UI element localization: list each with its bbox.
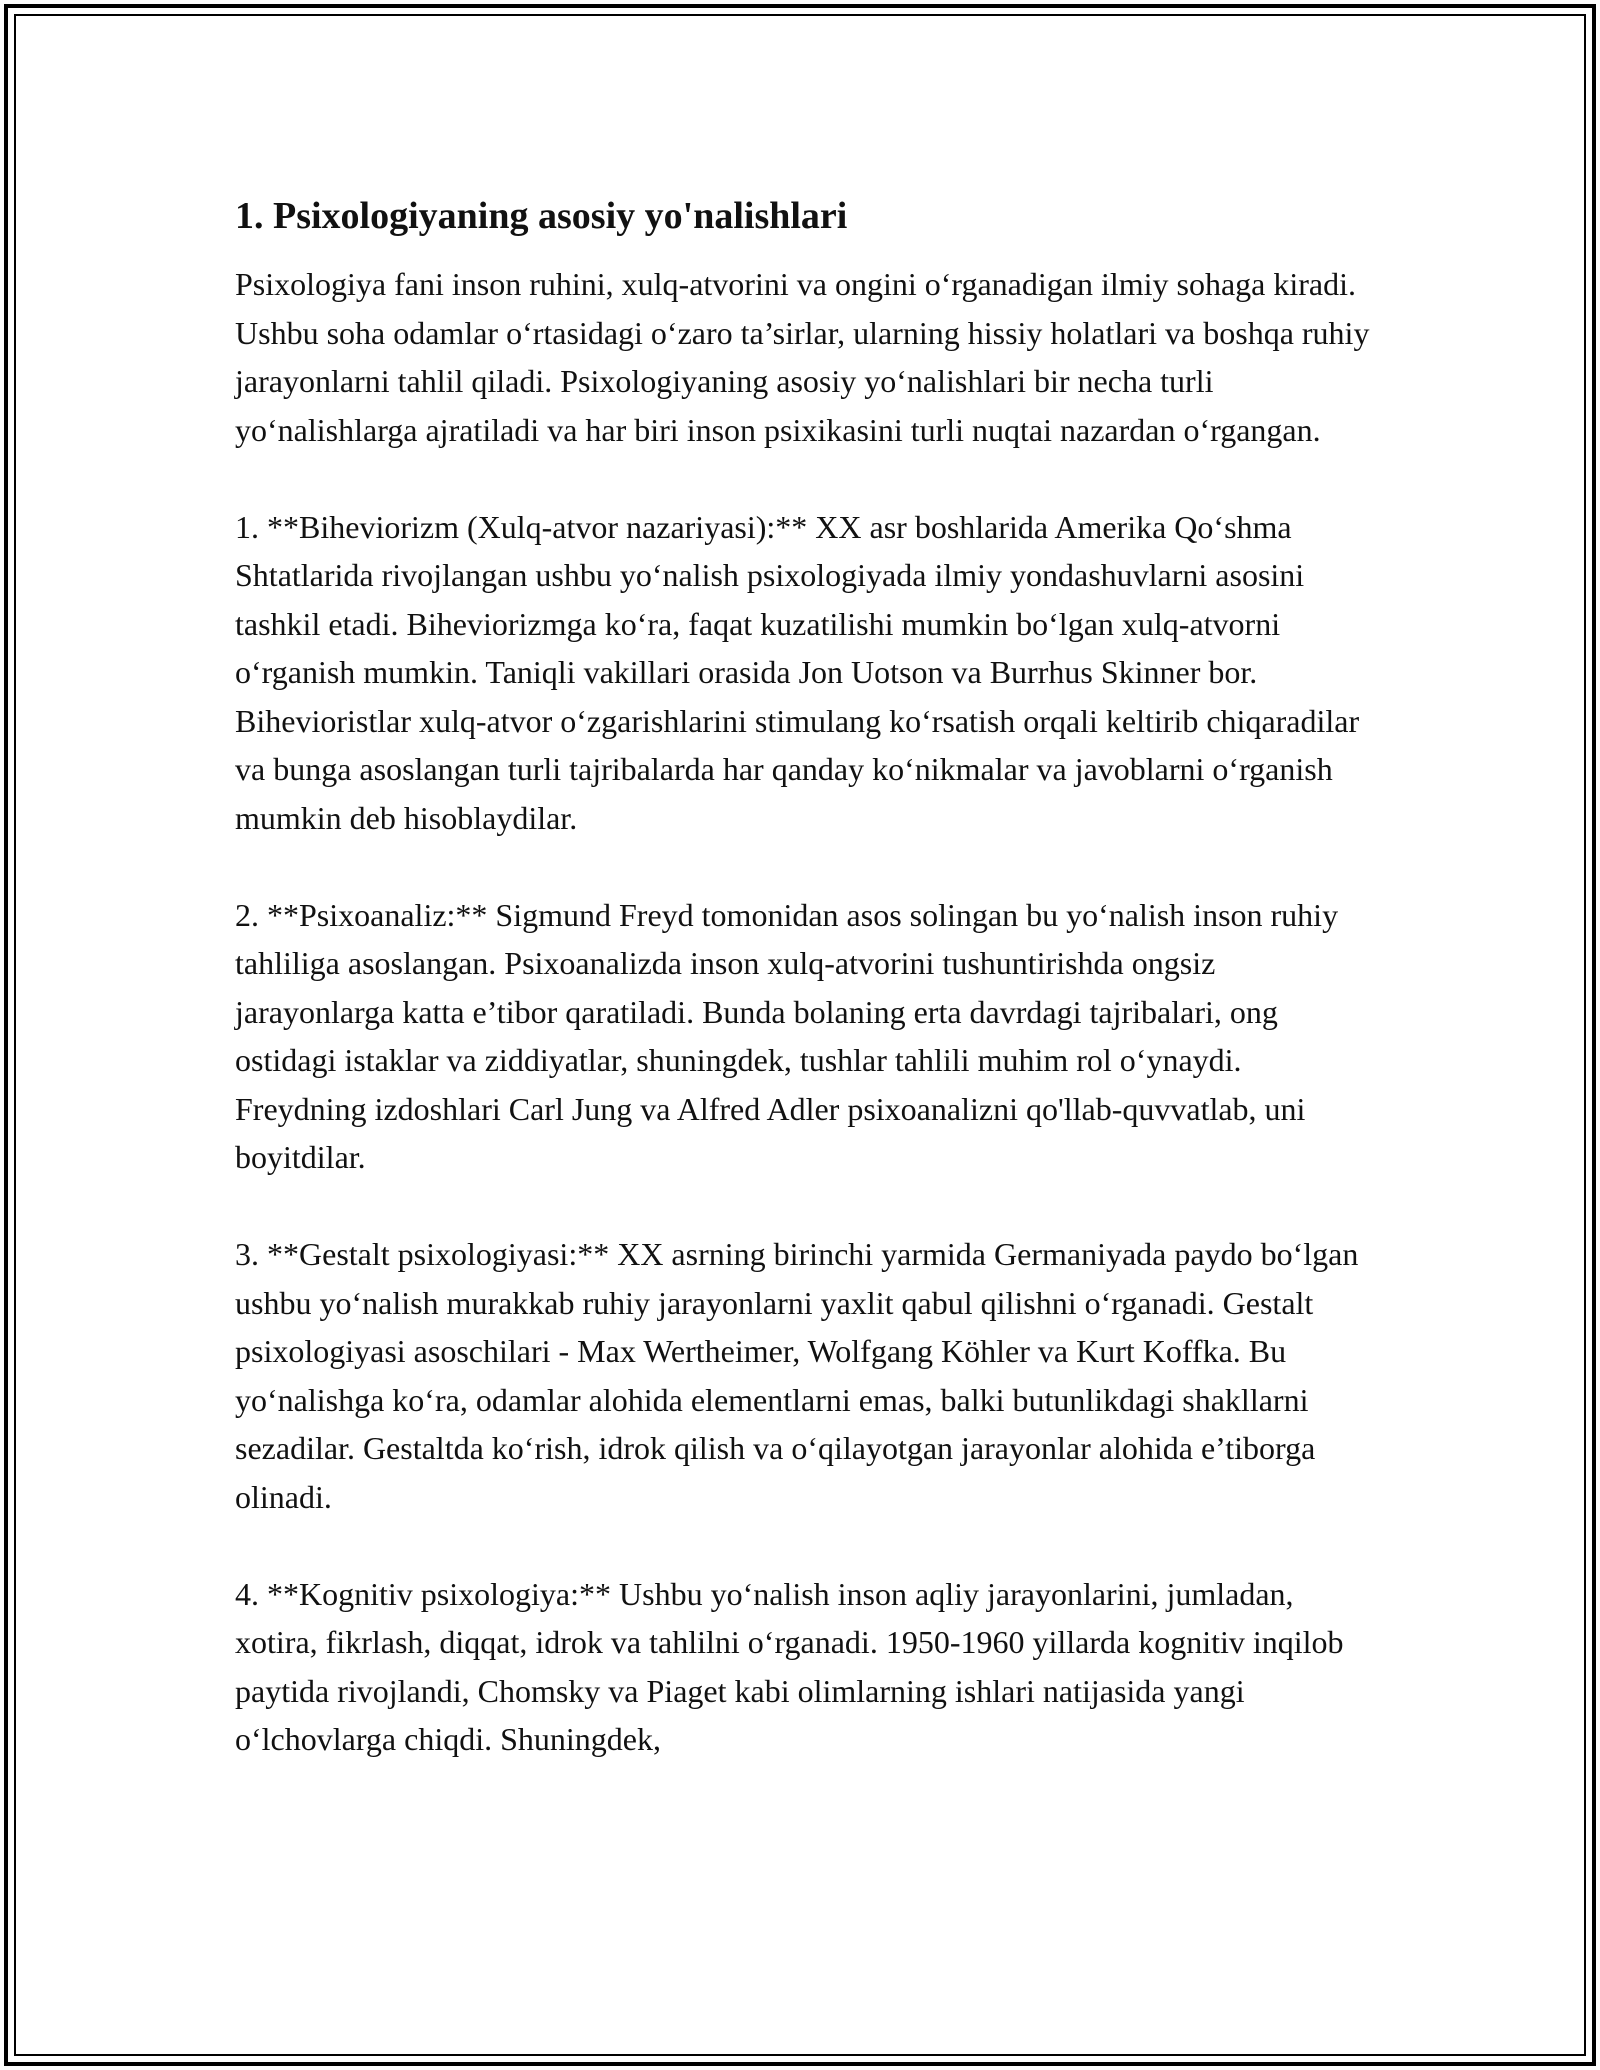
document-title: 1. Psixologiyaning asosiy yo'nalishlari (235, 195, 848, 237)
gestalt-paragraph: 3. **Gestalt psixologiyasi:** XX asrning birinchi yarmida Germaniyada paydo bo‘lgan ushbu yo‘nalish murakkab ruhiy jarayonlarni yaxlit qabul qilishni o‘rganadi. Gestalt psixologiyasi asoschilari - Max Wertheimer, Wolfgang Köhler va Kurt Koffka. Bu yo‘nalishga ko‘ra, odamlar alohida elementlarni emas, balki butunlikdagi shakllarni sezadilar. Gestaltda ko‘rish, idrok qilish va o‘qilayotgan jarayonlar alohida e’tiborga olinadi. (235, 1236, 1359, 1515)
cognitive-paragraph: 4. **Kognitiv psixologiya:** Ushbu yo‘nalish inson aqliy jarayonlarini, jumladan, xotira, fikrlash, diqqat, idrok va tahlilni o‘rganadi. 1950-1960 yillarda kognitiv inqilob paytida rivojlandi, Chomsky va Piaget kabi olimlarning ishlari natijasida yangi o‘lchovlarga chiqdi. Shuningdek, (235, 1575, 1344, 1757)
behaviorism-paragraph: 1. **Biheviorizm (Xulq-atvor nazariyasi):** XX asr boshlarida Amerika Qo‘shma Shtatlarida rivojlangan ushbu yo‘nalish psixologiyada ilmiy yondashuvlarni asosini tashkil etadi. Biheviorizmga ko‘ra, faqat kuzatilishi mumkin bo‘lgan xulq-atvorni o‘rganish mumkin. Taniqli vakillari orasida Jon Uotson va Burrhus Skinner bor. Bihevioristlar xulq-atvor o‘zgarishlarini stimulang ko‘rsatish orqali keltirib chiqaradilar va bunga asoslangan turli tajribalarda har qanday ko‘nikmalar va javoblarni o‘rganish mumkin deb hisoblaydilar. (235, 508, 1360, 836)
psychoanalysis-paragraph: 2. **Psixoanaliz:** Sigmund Freyd tomonidan asos solingan bu yo‘nalish inson ruhiy tahliliga asoslangan. Psixoanalizda inson xulq-atvorini tushuntirishda ongsiz jarayonlarga katta e’tibor qaratiladi. Bunda bolaning erta davrdagi tajribalari, ong ostidagi istaklar va ziddiyatlar, shuningdek, tushlar tahlili muhim rol o‘ynaydi. Freydning izdoshlari Carl Jung va Alfred Adler psixoanalizni qo'llab-quvvatlab, uni boyitdilar. (235, 896, 1339, 1175)
intro-paragraph: Psixologiya fani inson ruhini, xulq-atvorini va ongini o‘rganadigan ilmiy sohaga kiradi. Ushbu soha odamlar o‘rtasidagi o‘zaro ta’sirlar, ularning hissiy holatlari va boshqa ruhiy jarayonlarni tahlil qiladi. Psixologiyaning asosiy yo‘nalishlari bir necha turli yo‘nalishlarga ajratiladi va har biri inson psixikasini turli nuqtai nazardan o‘rgangan. (235, 266, 1370, 448)
document-body (235, 186, 1375, 1812)
